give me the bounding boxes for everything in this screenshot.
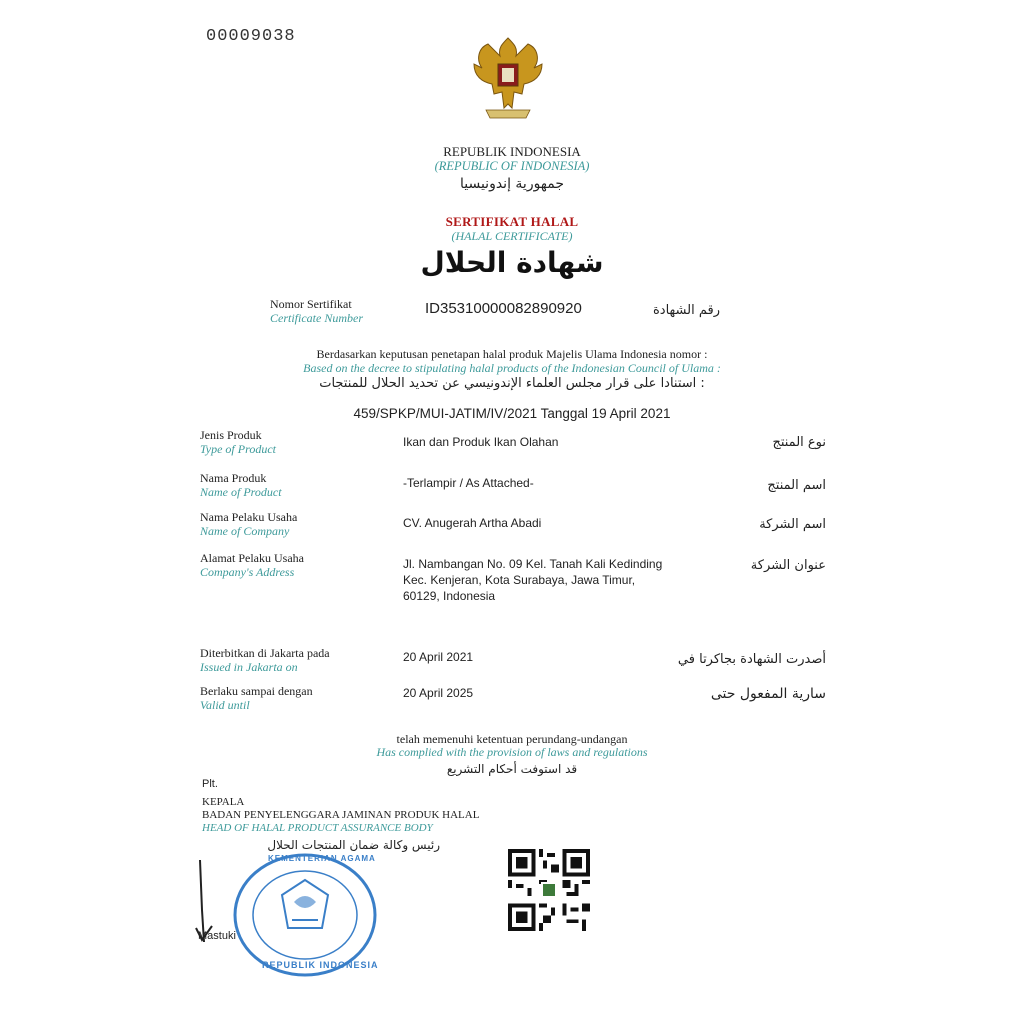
field-label: Jenis Produk (200, 428, 262, 442)
certificate-title-ar: شهادة الحلال (420, 246, 604, 279)
decree-text: Berdasarkan keputusan penetapan halal produk Majelis Ulama Indonesia nomor : (316, 347, 708, 361)
field-label-en: Type of Product (200, 442, 276, 456)
field-label-ar: عنوان الشركة (750, 558, 826, 573)
decree-number: 459/SPKP/MUI-JATIM/IV/2021 Tanggal 19 April 2021 (353, 406, 671, 421)
decree-text-en: Based on the decree to stipulating halal products of the Indonesian Council of Ulama : (303, 361, 721, 375)
field-label-ar: اسم المنتج (767, 478, 826, 493)
certificate-title: SERTIFIKAT HALAL (445, 214, 579, 229)
seal-top-text: KEMENTERIAN AGAMA (268, 854, 376, 863)
address-line: 60129, Indonesia (403, 589, 496, 603)
cert-number-label-ar: رقم الشهادة (653, 303, 720, 318)
field-value: -Terlampir / As Attached- (403, 476, 534, 490)
field-label: Nama Pelaku Usaha (200, 510, 298, 524)
field-label-ar: نوع المنتج (772, 435, 826, 450)
qr-code (508, 849, 590, 931)
valid-label-ar: سارية المفعول حتى (710, 686, 826, 702)
issued-label-ar: أصدرت الشهادة بجاكرتا في (677, 652, 826, 667)
field-label: Nama Produk (200, 471, 267, 485)
issued-label-en: Issued in Jakarta on (200, 660, 298, 674)
field-label-en: Name of Product (200, 485, 282, 499)
seal-bottom-text: REPUBLIK INDONESIA (262, 960, 379, 970)
agency-name: BADAN PENYELENGGARA JAMINAN PRODUK HALAL (202, 809, 480, 821)
field-value: Ikan dan Produk Ikan Olahan (403, 435, 559, 449)
agency-name-ar: رئيس وكالة ضمان المنتجات الحلال (267, 838, 440, 852)
field-label-ar: اسم الشركة (759, 517, 826, 532)
agency-name-en: HEAD OF HALAL PRODUCT ASSURANCE BODY (202, 822, 433, 834)
address-line: Kec. Kenjeran, Kota Surabaya, Jawa Timur, (403, 573, 636, 587)
cert-number-label-en: Certificate Number (270, 311, 363, 325)
decree-text-ar: استنادا على قرار مجلس العلماء الإندونيسي عن تحديد الحلال للمنتجات : (319, 376, 705, 391)
plt-label: Plt. (202, 778, 218, 790)
cert-number-label: Nomor Sertifikat (270, 297, 352, 311)
field-label-en: Company's Address (200, 565, 295, 579)
address-value (403, 556, 662, 604)
serial-number: 00009038 (206, 27, 296, 46)
field-label: Alamat Pelaku Usaha (200, 551, 304, 565)
republic-title-en: (REPUBLIC OF INDONESIA) (434, 159, 590, 173)
field-value: CV. Anugerah Artha Abadi (403, 516, 542, 530)
garuda-emblem-icon (468, 34, 548, 120)
certificate-title-en: (HALAL CERTIFICATE) (451, 229, 573, 243)
address-line: Jl. Nambangan No. 09 Kel. Tanah Kali Kedinding (403, 557, 663, 571)
compliance-text-en: Has complied with the provision of laws and regulations (376, 745, 648, 759)
signatory-name: Mastuki (198, 930, 236, 942)
compliance-text: telah memenuhi ketentuan perundang-undangan (396, 732, 628, 746)
republic-title: REPUBLIK INDONESIA (443, 144, 581, 159)
valid-label: Berlaku sampai dengan (200, 684, 313, 698)
kepala-label: KEPALA (202, 796, 245, 808)
compliance-text-ar: قد استوفت أحكام التشريع (446, 762, 578, 776)
cert-number-value: ID35310000082890920 (425, 300, 582, 317)
field-label-en: Name of Company (200, 524, 290, 538)
issued-label: Diterbitkan di Jakarta pada (200, 646, 330, 660)
issued-value: 20 April 2021 (403, 650, 474, 664)
valid-value: 20 April 2025 (403, 686, 474, 700)
valid-label-en: Valid until (200, 698, 250, 712)
republic-title-ar: جمهورية إندونيسيا (459, 176, 565, 192)
